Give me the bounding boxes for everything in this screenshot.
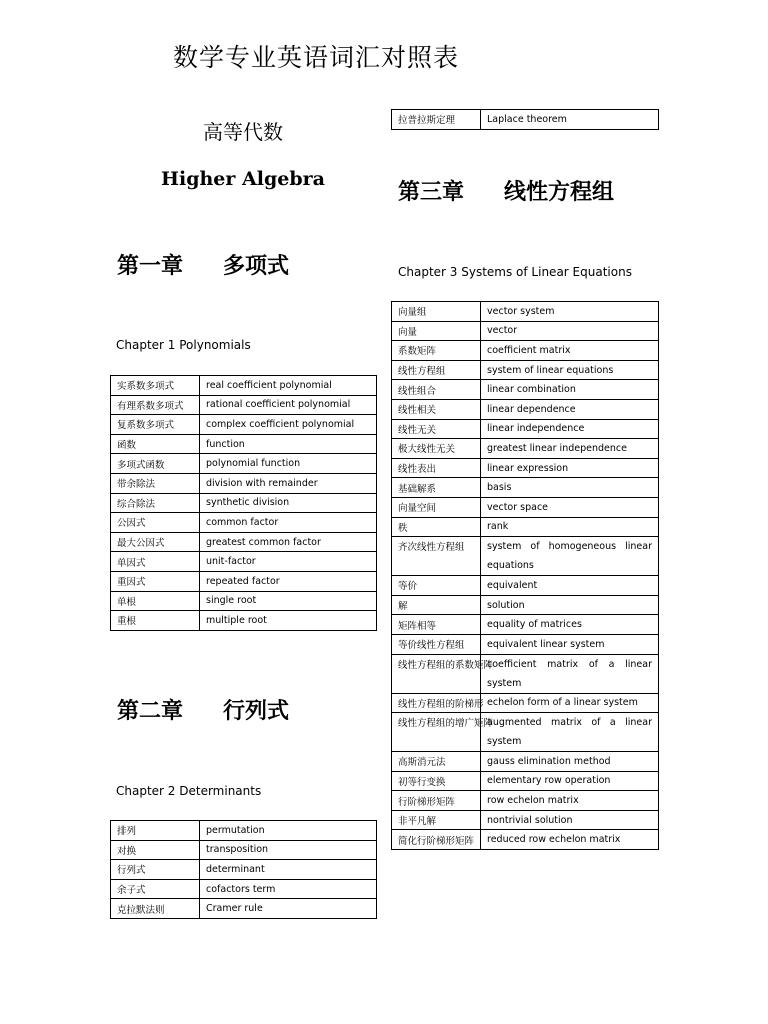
term-row [111,376,377,396]
term-row [392,419,659,439]
term-chinese: 线性表出 [392,458,481,478]
term-chinese: 单因式 [111,552,200,572]
term-row [392,634,659,654]
term-row [392,360,659,380]
term-chinese: 多项式函数 [111,454,200,474]
term-chinese: 秩 [392,517,481,537]
term-row [111,454,377,474]
term-row [111,821,377,841]
chapter-1-heading-english: Chapter 1 Polynomials [116,338,251,352]
term-row [111,611,377,631]
term-english: coefficient matrix [481,341,659,361]
term-chinese: 解 [392,595,481,615]
subject-title-english: Higher Algebra [161,168,325,190]
term-english: division with remainder [200,473,377,493]
term-row [111,493,377,513]
term-chinese: 函数 [111,434,200,454]
term-chinese: 等价线性方程组 [392,634,481,654]
term-row [111,879,377,899]
term-english: linear expression [481,458,659,478]
term-chinese: 重因式 [111,571,200,591]
chapter-2-terms-table-continued [391,109,659,130]
term-row [111,473,377,493]
term-chinese: 带余除法 [111,473,200,493]
term-chinese: 重根 [111,611,200,631]
term-english: equivalent [481,576,659,596]
term-row [111,840,377,860]
term-english: repeated factor [200,571,377,591]
term-chinese: 最大公因式 [111,532,200,552]
term-chinese: 向量 [392,321,481,341]
term-row [392,576,659,596]
chapter-3-heading-chinese [398,175,614,206]
term-row [392,517,659,537]
chapter-2-name: 行列式 [223,699,290,724]
term-english: transposition [200,840,377,860]
chapter-1-number: 第一章 [117,254,184,279]
term-english: reduced row echelon matrix [481,830,659,850]
chapter-1-heading-chinese [117,249,289,280]
term-english: solution [481,595,659,615]
term-chinese: 高斯消元法 [392,752,481,772]
term-chinese: 线性组合 [392,380,481,400]
term-chinese: 综合除法 [111,493,200,513]
term-english: equivalent linear system [481,634,659,654]
term-english: coefficient matrix of a linear system [481,654,659,693]
term-english: linear dependence [481,399,659,419]
term-chinese: 排列 [111,821,200,841]
term-chinese: 线性相关 [392,399,481,419]
term-row [111,415,377,435]
term-row [392,693,659,713]
term-english: polynomial function [200,454,377,474]
term-row [392,830,659,850]
term-row [392,399,659,419]
term-chinese: 向量组 [392,302,481,322]
term-chinese: 简化行阶梯形矩阵 [392,830,481,850]
term-english: cofactors term [200,879,377,899]
term-chinese: 等价 [392,576,481,596]
term-row [392,321,659,341]
term-chinese: 公因式 [111,513,200,533]
term-chinese: 矩阵相等 [392,615,481,635]
term-chinese: 复系数多项式 [111,415,200,435]
term-english: determinant [200,860,377,880]
term-row [392,478,659,498]
term-row [392,439,659,459]
term-english: Laplace theorem [481,110,659,130]
term-chinese: 克拉默法则 [111,899,200,919]
term-chinese: 非平凡解 [392,810,481,830]
term-english: equality of matrices [481,615,659,635]
chapter-2-terms-table [110,820,377,919]
term-row [392,771,659,791]
term-chinese: 余子式 [111,879,200,899]
term-english: greatest common factor [200,532,377,552]
chapter-2-heading-english: Chapter 2 Determinants [116,784,262,798]
term-english: rational coefficient polynomial [200,395,377,415]
term-chinese: 有理系数多项式 [111,395,200,415]
term-chinese: 单根 [111,591,200,611]
term-row [111,899,377,919]
term-row [111,860,377,880]
term-english: multiple root [200,611,377,631]
term-chinese: 向量空间 [392,497,481,517]
term-english: system of linear equations [481,360,659,380]
term-english: Cramer rule [200,899,377,919]
term-chinese: 线性方程组的阶梯形 [392,693,481,713]
term-english: vector system [481,302,659,322]
term-row [392,713,659,752]
term-chinese: 线性方程组的系数矩阵 [392,654,481,693]
term-row [392,302,659,322]
term-row [392,537,659,576]
chapter-3-name: 线性方程组 [504,180,615,205]
term-chinese: 对换 [111,840,200,860]
term-english: system of homogeneous linear equations [481,537,659,576]
chapter-2-heading-chinese [117,694,289,725]
term-english: augmented matrix of a linear system [481,713,659,752]
term-chinese: 线性方程组的增广矩阵 [392,713,481,752]
chapter-2-number: 第二章 [117,699,184,724]
term-english: greatest linear independence [481,439,659,459]
term-row [392,380,659,400]
term-row [111,591,377,611]
term-chinese: 初等行变换 [392,771,481,791]
term-english: single root [200,591,377,611]
term-english: row echelon matrix [481,791,659,811]
term-row [392,615,659,635]
term-row [392,110,659,130]
chapter-1-name: 多项式 [223,254,290,279]
term-english: echelon form of a linear system [481,693,659,713]
term-row [392,595,659,615]
term-english: vector [481,321,659,341]
term-chinese: 系数矩阵 [392,341,481,361]
term-english: synthetic division [200,493,377,513]
term-english: unit-factor [200,552,377,572]
term-chinese: 行列式 [111,860,200,880]
chapter-1-terms-table [110,375,377,631]
term-chinese: 实系数多项式 [111,376,200,396]
document-title: 数学专业英语词汇对照表 [172,43,459,72]
term-row [111,513,377,533]
chapter-3-heading-english: Chapter 3 Systems of Linear Equations [398,265,632,279]
term-chinese: 基础解系 [392,478,481,498]
term-english: real coefficient polynomial [200,376,377,396]
term-row [392,752,659,772]
term-english: linear combination [481,380,659,400]
term-english: gauss elimination method [481,752,659,772]
term-row [392,654,659,693]
term-chinese: 极大线性无关 [392,439,481,459]
term-english: nontrivial solution [481,810,659,830]
term-english: common factor [200,513,377,533]
term-row [392,341,659,361]
term-row [111,571,377,591]
term-chinese: 行阶梯形矩阵 [392,791,481,811]
term-row [111,552,377,572]
term-chinese: 线性方程组 [392,360,481,380]
term-chinese: 线性无关 [392,419,481,439]
term-english: function [200,434,377,454]
subject-title-chinese: 高等代数 [203,120,283,144]
term-row [111,434,377,454]
term-english: rank [481,517,659,537]
chapter-3-number: 第三章 [398,180,465,205]
term-row [392,791,659,811]
term-row [392,810,659,830]
term-english: elementary row operation [481,771,659,791]
term-chinese: 拉普拉斯定理 [392,110,481,130]
term-row [111,395,377,415]
chapter-3-terms-table [391,301,659,850]
term-english: basis [481,478,659,498]
term-english: linear independence [481,419,659,439]
term-english: vector space [481,497,659,517]
term-chinese: 齐次线性方程组 [392,537,481,576]
term-english: permutation [200,821,377,841]
term-row [392,497,659,517]
term-row [392,458,659,478]
term-english: complex coefficient polynomial [200,415,377,435]
term-row [111,532,377,552]
